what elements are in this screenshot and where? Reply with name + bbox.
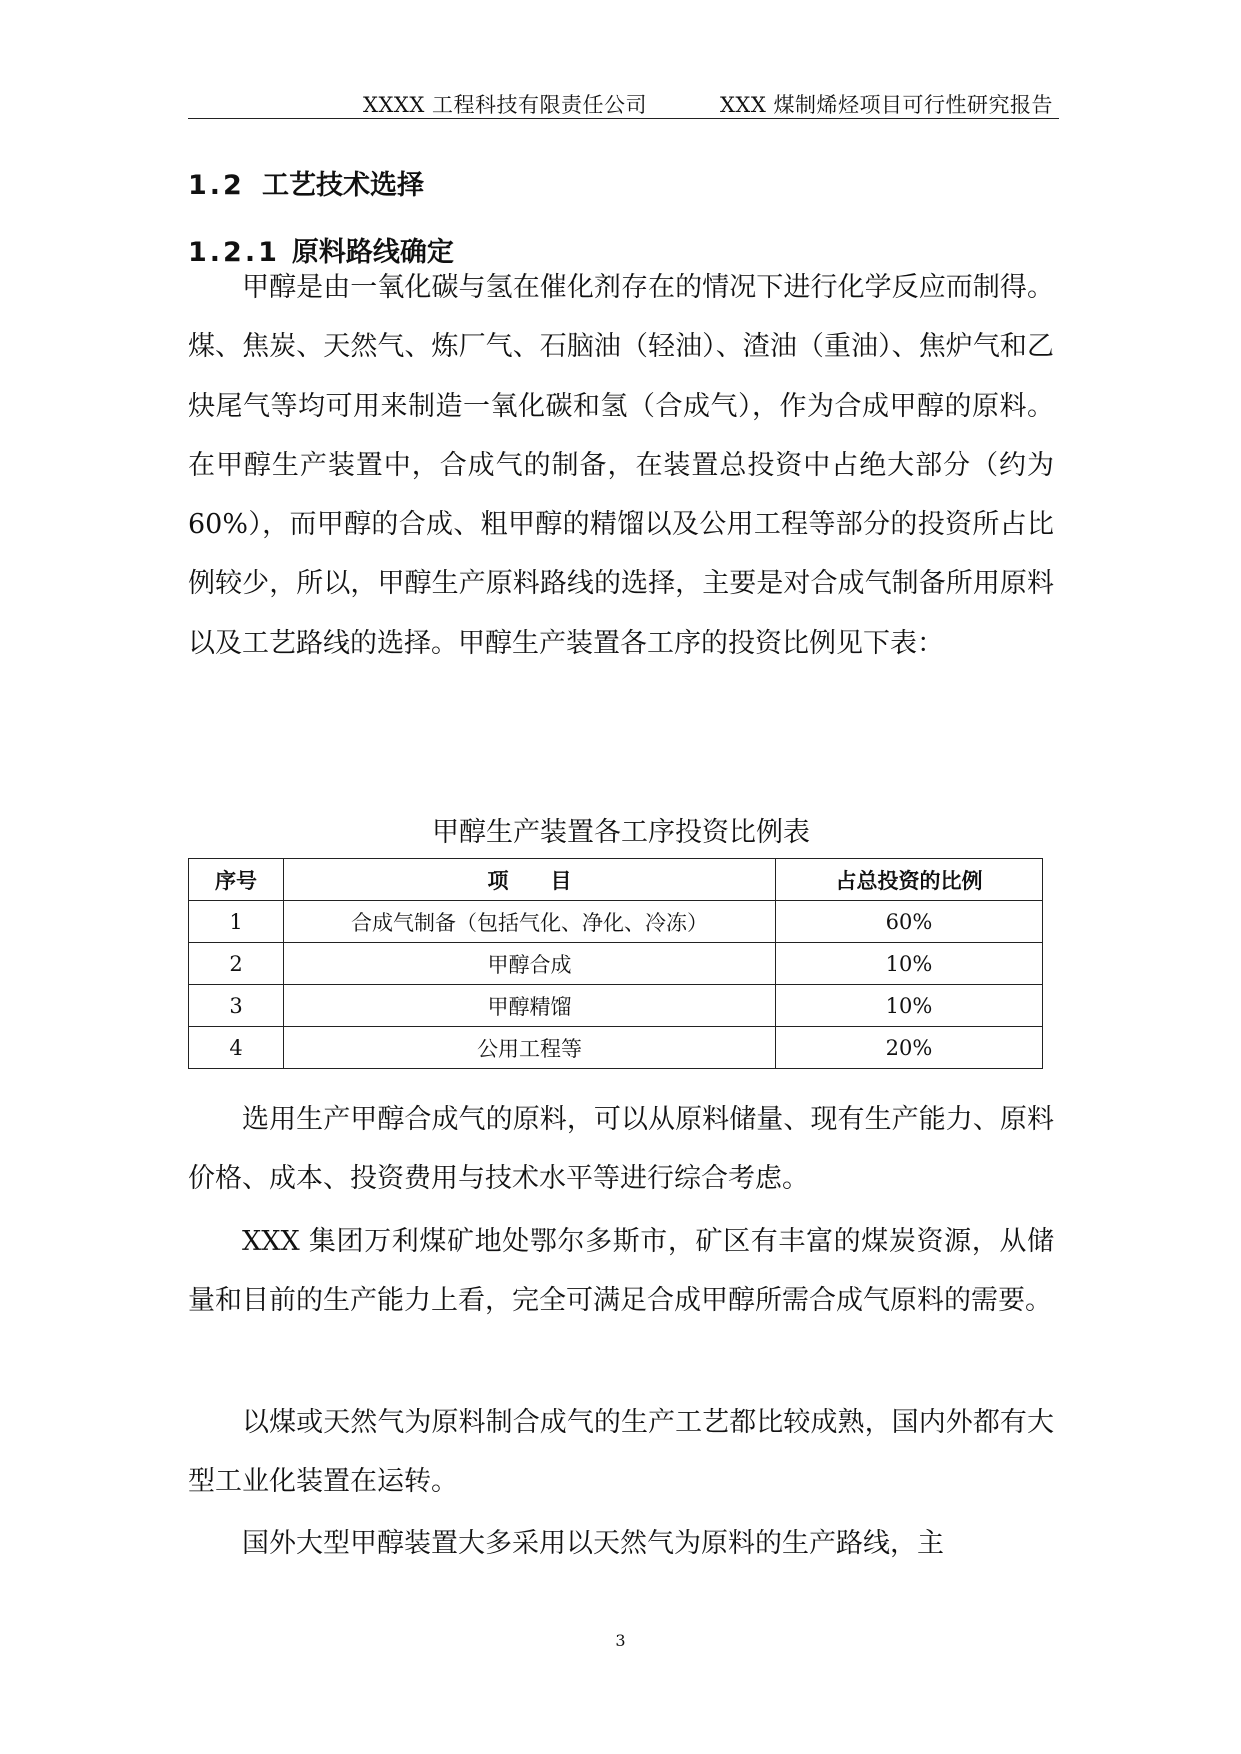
table-row [189, 1027, 1043, 1069]
paragraph-raw-material-selection: 选用生产甲醇合成气的原料，可以从原料储量、现有生产能力、原料价格、成本、投资费用与技术水平等进行综合考虑。 [188, 1104, 1054, 1195]
cell-ratio: 10% [776, 943, 1043, 985]
col-header-item: 项 目 [284, 859, 776, 901]
cell-item: 公用工程等 [284, 1027, 776, 1069]
cell-ratio: 10% [776, 985, 1043, 1027]
section-heading [188, 163, 424, 202]
cell-ratio: 60% [776, 901, 1043, 943]
table-row [189, 901, 1043, 943]
investment-ratio-table [188, 858, 1043, 1069]
col-header-index: 序号 [189, 859, 284, 901]
header-company: XXXX 工程科技有限责任公司 [363, 93, 647, 117]
subsection-title: 原料路线确定 [291, 237, 454, 268]
cell-item: 甲醇合成 [284, 943, 776, 985]
col-header-ratio: 占总投资的比例 [776, 859, 1043, 901]
cell-index: 4 [189, 1027, 284, 1069]
paragraph-intro: 甲醇是由一氧化碳与氢在催化剂存在的情况下进行化学反应而制得。煤、焦炭、天然气、炼厂气、石脑油（轻油）、渣油（重油）、焦炉气和乙炔尾气等均可用来制造一氧化碳和氢（合成气），作为合成甲醇的原料。在甲醇生产装置中，合成气的制备，在装置总投资中占绝大部分（约为 60%），而甲醇的合成、粗甲醇的精馏以及公用工程等部分的投资所占比例较少，所以，甲醇生产原料路线的选择，主要是对合成气制备所用原料以及工艺路线的选择。甲醇生产装置各工序的投资比例见下表： [188, 272, 1054, 659]
paragraph-coal-resources: XXX 集团万利煤矿地处鄂尔多斯市，矿区有丰富的煤炭资源，从储量和目前的生产能力上看，完全可满足合成甲醇所需合成气原料的需要。 [188, 1226, 1054, 1317]
subsection-number: 1.2.1 [188, 237, 280, 268]
cell-index: 3 [189, 985, 284, 1027]
header-report-title: XXX 煤制烯烃项目可行性研究报告 [719, 93, 1053, 117]
cell-index: 1 [189, 901, 284, 943]
cell-item: 甲醇精馏 [284, 985, 776, 1027]
table-row [189, 985, 1043, 1027]
page-number: 3 [615, 1631, 626, 1650]
running-header [188, 84, 1059, 119]
table-row [189, 943, 1043, 985]
cell-index: 2 [189, 943, 284, 985]
paragraph-foreign-plants: 国外大型甲醇装置大多采用以天然气为原料的生产路线，主 [242, 1528, 944, 1559]
cell-item: 合成气制备（包括气化、净化、冷冻） [284, 901, 776, 943]
table-caption: 甲醇生产装置各工序投资比例表 [432, 817, 810, 848]
section-title: 工艺技术选择 [262, 170, 424, 201]
section-number: 1.2 [188, 170, 245, 201]
paragraph-process-maturity: 以煤或天然气为原料制合成气的生产工艺都比较成熟，国内外都有大型工业化装置在运转。 [188, 1407, 1054, 1498]
table-header-row [189, 859, 1043, 901]
cell-ratio: 20% [776, 1027, 1043, 1069]
